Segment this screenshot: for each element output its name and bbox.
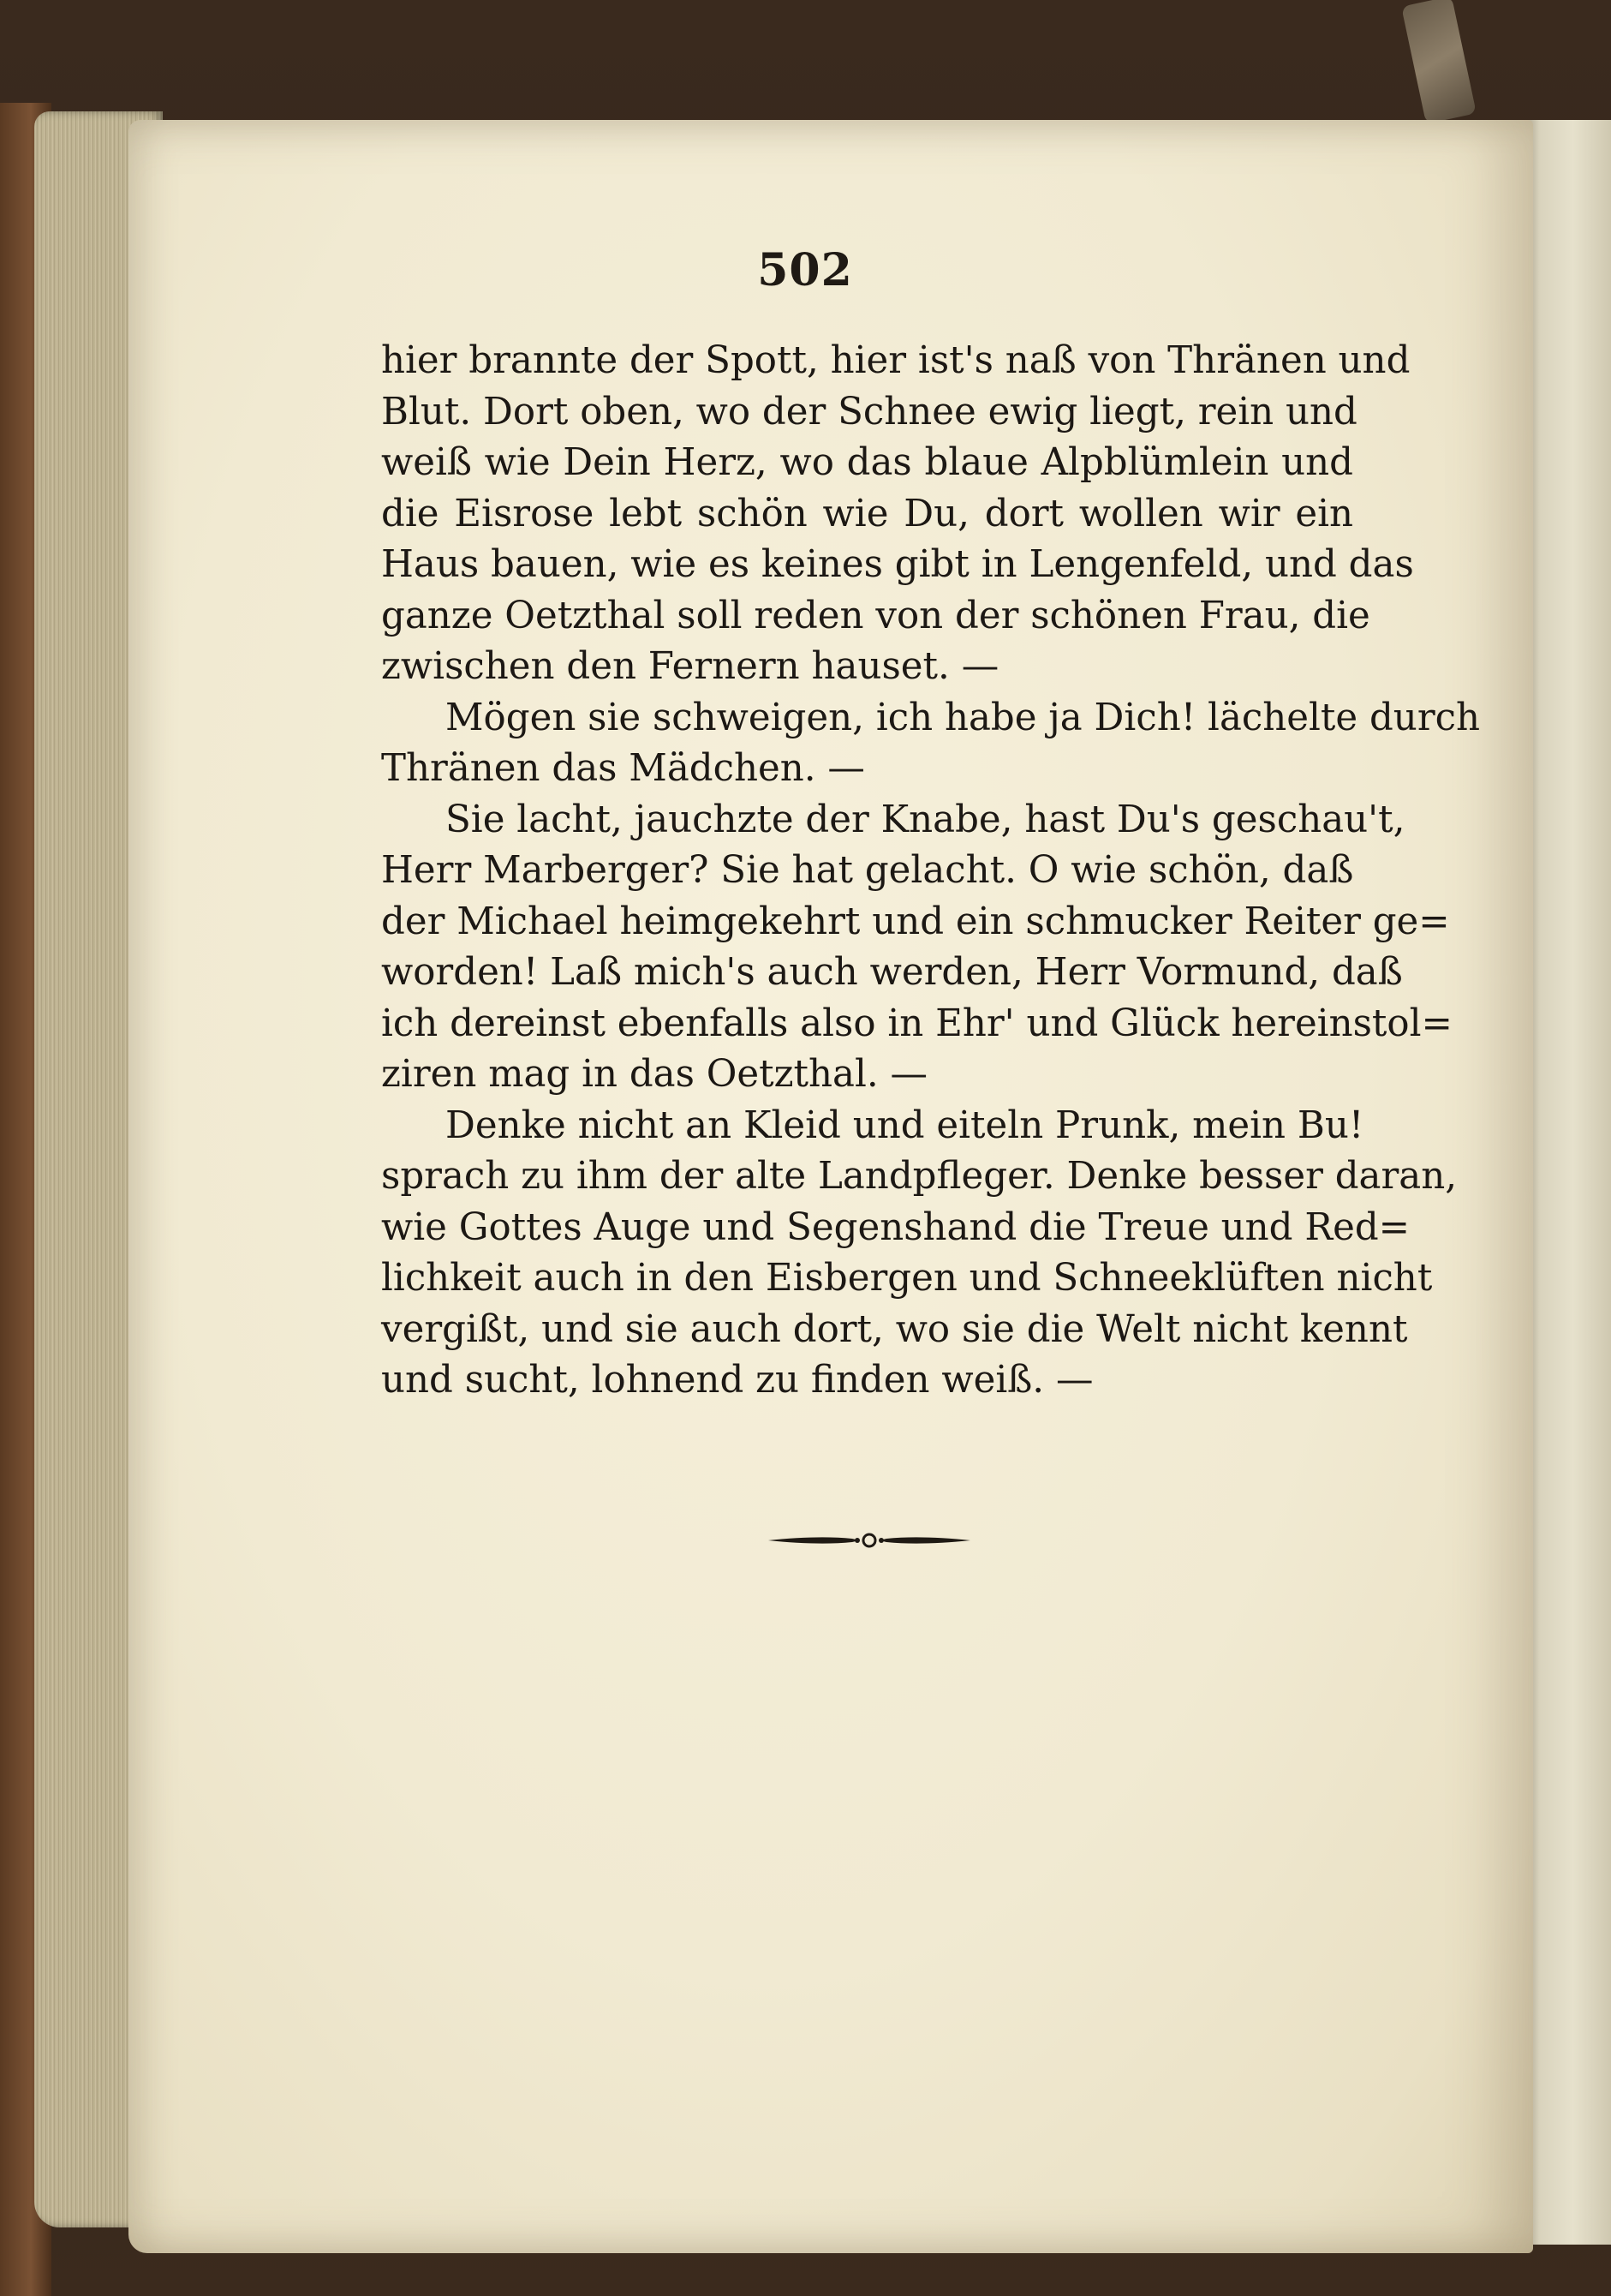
- text-line: vergißt, und sie auch dort, wo sie die Welt nicht kennt: [381, 1307, 1408, 1351]
- end-ornament-icon: [767, 1528, 972, 1553]
- text-line: die Eisrose lebt schön wie Du, dort wollen wir ein: [381, 492, 1353, 535]
- text-line: lichkeit auch in den Eisbergen und Schneeklüften nicht: [381, 1257, 1433, 1300]
- text-line: worden! Laß mich's auch werden, Herr Vormund, daß: [381, 951, 1403, 994]
- text-line: sprach zu ihm der alte Landpfleger. Denke besser daran,: [381, 1155, 1458, 1198]
- text-line: und sucht, lohnend zu finden weiß. —: [381, 1359, 1094, 1402]
- text-line: Thränen das Mädchen. —: [381, 747, 865, 790]
- text-line: weiß wie Dein Herz, wo das blaue Alpblümlein und: [381, 441, 1353, 484]
- text-line: ganze Oetzthal soll reden von der schönen Frau, die: [381, 594, 1370, 637]
- text-line: Blut. Dort oben, wo der Schnee ewig liegt, rein und: [381, 390, 1357, 433]
- text-line: Sie lacht, jauchzte der Knabe, hast Du's geschau't,: [445, 798, 1405, 841]
- text-line: Haus bauen, wie es keines gibt in Lengenfeld, und das: [381, 543, 1414, 586]
- text-line: zwischen den Fernern hauset. —: [381, 645, 999, 688]
- text-line: Mögen sie schweigen, ich habe ja Dich! lächelte durch: [445, 696, 1480, 739]
- text-line: der Michael heimgekehrt und ein schmucker Reiter ge=: [381, 900, 1450, 943]
- text-line: ich dereinst ebenfalls also in Ehr' und Glück hereinstol=: [381, 1002, 1453, 1045]
- text-line: Denke nicht an Kleid und eiteln Prunk, mein Bu!: [445, 1103, 1364, 1147]
- text-line: hier brannte der Spott, hier ist's naß von Thränen und: [381, 339, 1411, 382]
- page-number: 502: [757, 244, 853, 296]
- text-line: ziren mag in das Oetzthal. —: [381, 1053, 928, 1096]
- text-line: Herr Marberger? Sie hat gelacht. O wie schön, daß: [381, 849, 1354, 892]
- text-line: wie Gottes Auge und Segenshand die Treue und Red=: [381, 1205, 1411, 1249]
- page-text: [381, 336, 1480, 1407]
